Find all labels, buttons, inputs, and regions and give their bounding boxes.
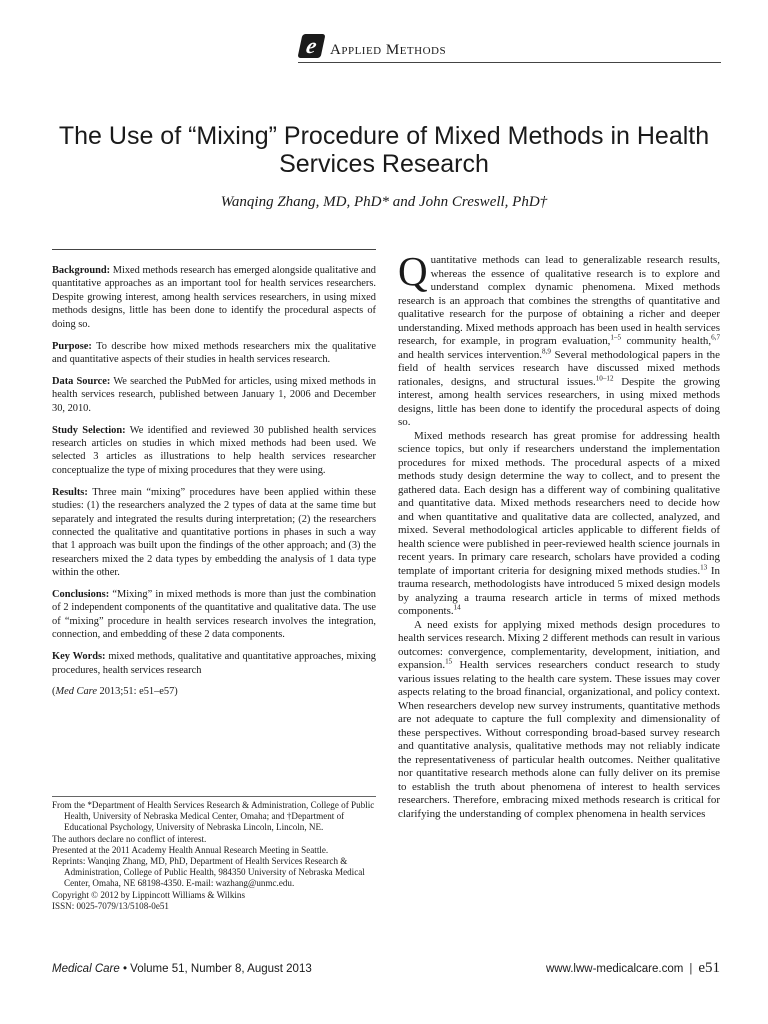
body-text (398, 248, 720, 821)
header-rule (298, 62, 721, 63)
abstract-label: Data Source: (52, 375, 111, 387)
footer-separator: | (689, 963, 693, 975)
footer-right (546, 960, 720, 977)
abstract (52, 264, 376, 707)
body-text-run: Several methodological papers in the field of health services research have discussed mixed methods rationales, designs, and structural issues. (398, 348, 720, 388)
abstract-key-words (52, 650, 376, 677)
abstract-data-source (52, 375, 376, 415)
body-text-run: uantitative methods can lead to generalizable research results, whereas the essence of qualitative research is to explore and understand complex dynamic phenomena. Mixed methods research is an approach that combines the strengths of quantitative and qualitative research for the purpose of obtaining a richer and deeper understanding. Mixed methods approach has been used in health services research, for example, in program evaluation, (398, 254, 720, 347)
footnote-issn: ISSN: 0025-7079/13/5108-0e51 (52, 900, 169, 911)
abstract-label: Background: (52, 265, 111, 276)
body-text-run: Mixed methods research has great promise for addressing health science topics, but only if researchers understand the implementation procedures for mixed methods. The procedural aspects of a mixed methods study design determine the way to collect, and to present the gathered data. Each design has a different way of combining qualitative and quantitative data. Mixed methods researchers need to decide how and when quantitative and qualitative data are collected, analyzed, and mixed. Several methodological articles applicable to different fields of health science were published in peer-reviewed health science journals in recent years. In primary care research, scholars have provided a coding template of important criteria for designing mixed methods studies. (398, 429, 720, 577)
body-paragraph (398, 430, 720, 619)
abstract-results (52, 486, 376, 580)
abstract-conclusions (52, 588, 376, 642)
abstract-text: We identified and reviewed 30 published health services research articles on studies in which mixed methods had been used. We selected 3 articles as illustrations to help health services researcher conceptualize the type of mixing procedures that they were using. (52, 424, 377, 476)
abstract-purpose (52, 340, 376, 367)
abstract-text: Mixed methods research has emerged alongside qualitative and quantitative approaches as an important tool for health services researchers. Despite growing interest, among health services researchers, in using mixed methods designs, little has been done to identify the procedural aspects of doing so. (52, 265, 376, 330)
footer-url[interactable]: www.lww-medicalcare.com (545, 963, 684, 975)
abstract-text: Three main “mixing” procedures have been applied within these studies: (1) the researchers analyzed the 2 types of data at the same time but separately and integrated the results during interpretation; (2) the researchers connected the qualitative and quantitative portions in phases in such a way that 1 approach was built upon the findings of the other approach; and (3) the researchers mixed the 2 data types by embedding the analysis of 1 data type within the other. (52, 486, 376, 579)
abstract-label: Purpose: (52, 340, 92, 352)
page-number: e51 (698, 960, 720, 976)
citation-open: ( (52, 686, 56, 698)
reference-superscript: 14 (453, 603, 461, 612)
page-footer (52, 960, 720, 977)
running-header (300, 34, 446, 58)
body-text-run: In trauma research, methodologists have introduced 5 mixed design models by analyzing a trauma research article in terms of mixed methods components. (398, 564, 720, 617)
body-text-run: Despite the growing interest, among health services researchers, in using mixed methods designs, little has been done to identify the procedural aspects of doing so. (398, 375, 720, 428)
footnotes (52, 800, 376, 912)
reference-superscript: 1–5 (610, 333, 622, 342)
abstract-background (52, 264, 376, 331)
reference-superscript: 15 (445, 657, 453, 666)
footer-journal-info (52, 963, 312, 975)
citation (52, 685, 376, 698)
abstract-label: Key Words: (52, 651, 106, 663)
abstract-label: Results: (52, 486, 88, 498)
article-title: The Use of “Mixing” Procedure of Mixed Methods in Health Services Research (58, 122, 710, 178)
footer-issue: • Volume 51, Number 8, August 2013 (119, 963, 312, 975)
abstract-rule (52, 249, 376, 250)
abstract-text: We searched the PubMed for articles, using mixed methods in health services research, published between January 1, 2006 and December 30, 2010. (52, 375, 376, 414)
abstract-label: Conclusions: (52, 589, 110, 601)
body-text-run: and health services intervention. (398, 348, 543, 361)
section-label: Applied Methods (330, 42, 447, 58)
reference-superscript: 8,9 (542, 346, 551, 355)
abstract-text: mixed methods, qualitative and quantitative approaches, mixing procedures, health services research (52, 651, 376, 676)
footnote-presented: Presented at the 2011 Academy Health Annual Research Meeting in Seattle. (52, 844, 329, 855)
logo-letter: e (304, 33, 320, 58)
footnote-copyright: Copyright © 2012 by Lippincott Williams & Wilkins (52, 889, 246, 900)
body-paragraph (398, 619, 720, 822)
e-logo-icon (297, 34, 325, 58)
abstract-text: “Mixing” in mixed methods is more than just the combination of 2 independent components of the quantitative and qualitative data. The use of “mixing” procedure in health services research involves the integration, connection, and embedding of these 2 data components. (52, 589, 376, 641)
drop-cap: Q (398, 248, 428, 294)
body-text-run: A need exists for applying mixed methods design procedures to health services research. Mixing 2 different methods can result in various outcomes: convergence, complementarity, development, initiation, and expansion. (398, 618, 720, 671)
body-text-run: community health, (621, 335, 712, 347)
footnote-conflict: The authors declare no conflict of interest. (52, 833, 207, 844)
footer-journal: Medical Care (52, 963, 120, 975)
article-authors: Wanqing Zhang, MD, PhD* and John Creswell, PhD† (220, 194, 548, 210)
footnote-reprints: Reprints: Wanqing Zhang, MD, PhD, Department of Health Services Research & Administration, College of Public Health, 984350 University of Nebraska Medical Center, Omaha, NE 68198-4350. E-mail: wazhang@unmc.edu. (52, 856, 365, 889)
reference-superscript: 10–12 (595, 373, 614, 382)
footnote-rule (52, 796, 376, 797)
reference-superscript: 6,7 (711, 333, 720, 342)
citation-rest: 2013;51: e51–e57) (96, 686, 178, 698)
body-paragraph (398, 248, 720, 430)
abstract-study-selection (52, 424, 376, 478)
abstract-label: Study Selection: (52, 424, 126, 436)
footnote-affiliation: From the *Department of Health Services Research & Administration, College of Public Health, University of Nebraska Medical Center, Omaha; and †Department of Educational Psychology, University of Nebraska Lincoln, Lincoln, NE. (52, 800, 375, 833)
reference-superscript: 13 (700, 562, 708, 571)
citation-journal: Med Care (55, 686, 97, 698)
body-text-run: Health services researchers conduct research to study various issues relating to the health care system. These issues may cover aspects relating to the broad financial, organizational, and policy context. When researchers develop new survey instruments, quantitative methods are not adequate to capture the full complexity and dimensionality of these perspectives. Without corresponding broad-based survey research and quantitative analysis, qualitative methods may not reliably indicate the representativeness of particular health outcomes. Neither qualitative nor quantitative research methods alone can fully deliver on its premise to establish the truth about phenomena of interest to health services researchers. Therefore, embracing mixed methods research is critical for clarifying the understanding of complex phenomena in health services (398, 659, 720, 820)
abstract-text: To describe how mixed methods researchers mix the qualitative and quantitative aspects of their studies in health services research. (52, 340, 376, 365)
